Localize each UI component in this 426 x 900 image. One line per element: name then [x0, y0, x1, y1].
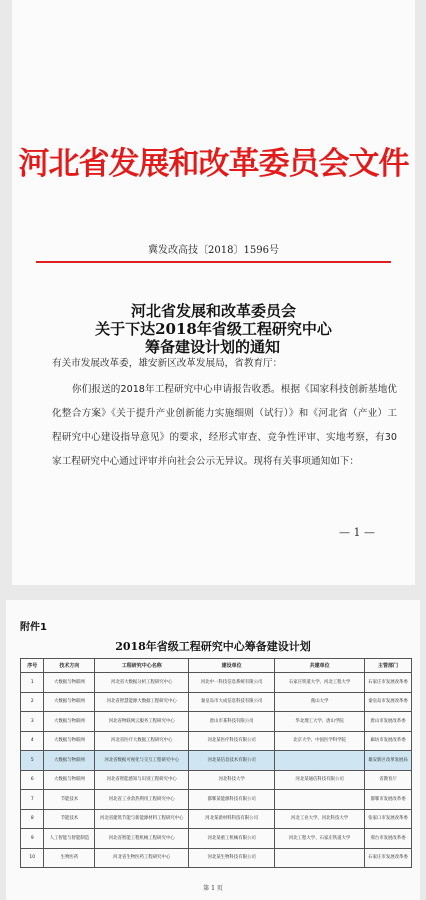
salutation: 有关市发展改革委，雄安新区改革发展局，省教育厅：: [52, 358, 283, 369]
document-masthead: 河北省发展和改革委员会文件: [18, 146, 409, 182]
table-row: [21, 673, 412, 693]
table-cell: 河北科技大学: [189, 770, 275, 790]
header-cell: 主管部门: [365, 659, 412, 673]
table-cell: 北京大学、中国医学科学院: [275, 731, 365, 751]
notice-title-line-3: 筹备建设计划的通知: [144, 338, 280, 356]
plan-table: [20, 658, 412, 868]
table-cell: 河北省智慧能源大数据工程研究中心: [95, 692, 189, 712]
table-cell: 华北理工大学、唐山学院: [275, 712, 365, 732]
table-cell: 唐山市某科技有限公司: [189, 712, 275, 732]
table-cell: 雄安新区改革发展局: [365, 751, 412, 771]
table-cell: 河北省智能感知与识别工程研究中心: [95, 770, 189, 790]
table-cell: 9: [21, 829, 44, 849]
table-row: [21, 829, 412, 849]
table-cell: 6: [21, 770, 44, 790]
table-cell: 邯郸市发展改革委: [365, 790, 412, 810]
table-cell: 石家庄铁道大学、河北工程大学: [275, 673, 365, 693]
body-paragraph: 你们报送的2018年工程研究中心申请报告收悉。根据《国家科技创新基地优化整合方案》《关于提升产业创新能力实施细则（试行）》和《河北省（产业）工程研究中心建设指导意见》的要求，经形式审查、竞争性评审、实地考察，有30家工程研究中心通过评审并向社会公示无异议。现将有关事项通知如下：: [52, 384, 397, 467]
red-divider-line: [36, 261, 391, 263]
header-cell: 建设单位: [189, 659, 275, 673]
table-row: [21, 731, 412, 751]
attachment-label: 附件1: [20, 622, 47, 633]
table-cell: 省教育厅: [365, 770, 412, 790]
table-cell: 邯郸某能源科技有限公司: [189, 790, 275, 810]
header-cell: 共建单位: [275, 659, 365, 673]
table-cell: 廊坊市发展改革委: [365, 731, 412, 751]
table-cell: 大数据与物联网: [44, 692, 95, 712]
table-cell: 节能技术: [44, 790, 95, 810]
notice-title-line-2: 关于下达2018年省级工程研究中心: [95, 320, 332, 338]
page-number: — 1 —: [339, 526, 375, 539]
table-row: [21, 848, 412, 868]
table-cell: 河北省大数据分析工程研究中心: [95, 673, 189, 693]
table-cell: 人工智能与智能制造: [44, 829, 95, 849]
header-cell: 技术方向: [44, 659, 95, 673]
table-cell: 8: [21, 809, 44, 829]
table-cell: 1: [21, 673, 44, 693]
table-cell: 河北某信息技术有限公司: [189, 751, 275, 771]
table-cell: 河北省医疗大数据工程研究中心: [95, 731, 189, 751]
table-cell: 河北省建筑节能与新能源材料工程研究中心: [95, 809, 189, 829]
table-cell: 生物医药: [44, 848, 95, 868]
table-cell: 秦皇岛市大成信息科技有限公司: [189, 692, 275, 712]
table-title: 2018年省级工程研究中心筹备建设计划: [115, 640, 311, 653]
table-cell: 张家口市发展改革委: [365, 809, 412, 829]
table-row: [21, 712, 412, 732]
table-cell: 7: [21, 790, 44, 810]
table-cell: 邢台市发展改革委: [365, 829, 412, 849]
header-cell: 序号: [21, 659, 44, 673]
table-cell: 大数据与物联网: [44, 751, 95, 771]
table-cell: 4: [21, 731, 44, 751]
table-header-row: [21, 659, 412, 673]
table-cell: 河北某生物科技有限公司: [189, 848, 275, 868]
table-cell: [275, 848, 365, 868]
table-row: [21, 751, 412, 771]
table-cell: 河北中一科技信息系统有限公司: [189, 673, 275, 693]
table-cell: 燕山大学: [275, 692, 365, 712]
table-cell: [275, 790, 365, 810]
table-row: [21, 790, 412, 810]
page-footer: 第 1 页: [203, 885, 223, 892]
table-cell: 5: [21, 751, 44, 771]
table-cell: 河北工业大学、河北科技大学: [275, 809, 365, 829]
table-cell: 河北省生物医药工程研究中心: [95, 848, 189, 868]
table-cell: 大数据与物联网: [44, 731, 95, 751]
table-cell: 10: [21, 848, 44, 868]
table-cell: 河北省工业余热利用工程研究中心: [95, 790, 189, 810]
document-page-1: [12, 0, 415, 585]
notice-title-line-1: 河北省发展和改革委员会: [130, 302, 296, 320]
document-number: 冀发改高技〔2018〕1596号: [148, 245, 279, 256]
table-cell: 河北省智能工程机械工程研究中心: [95, 829, 189, 849]
table-cell: 河北某新材料科技有限公司: [189, 809, 275, 829]
table-cell: 河北工程大学、石家庄铁道大学: [275, 829, 365, 849]
header-cell: 工程研究中心名称: [95, 659, 189, 673]
table-cell: 唐山市发展改革委: [365, 712, 412, 732]
table-cell: 大数据与物联网: [44, 770, 95, 790]
table-cell: [275, 751, 365, 771]
table-row: [21, 770, 412, 790]
table-row: [21, 692, 412, 712]
table-cell: 3: [21, 712, 44, 732]
table-cell: 石家庄市发展改革委: [365, 848, 412, 868]
table-cell: 河北省物联网云服务工程研究中心: [95, 712, 189, 732]
table-cell: 大数据与物联网: [44, 673, 95, 693]
table-cell: 节能技术: [44, 809, 95, 829]
table-cell: 河北省数据可视化与交互工程研究中心: [95, 751, 189, 771]
table-cell: 河北某重工机械有限公司: [189, 829, 275, 849]
table-cell: 河北某医疗科技有限公司: [189, 731, 275, 751]
table-cell: 大数据与物联网: [44, 712, 95, 732]
table-cell: 2: [21, 692, 44, 712]
table-cell: 秦皇岛市发展改革委: [365, 692, 412, 712]
table-cell: 石家庄市发展改革委: [365, 673, 412, 693]
table-row: [21, 809, 412, 829]
table-cell: 河北某通信科技有限公司: [275, 770, 365, 790]
document-page-2: [6, 600, 420, 900]
